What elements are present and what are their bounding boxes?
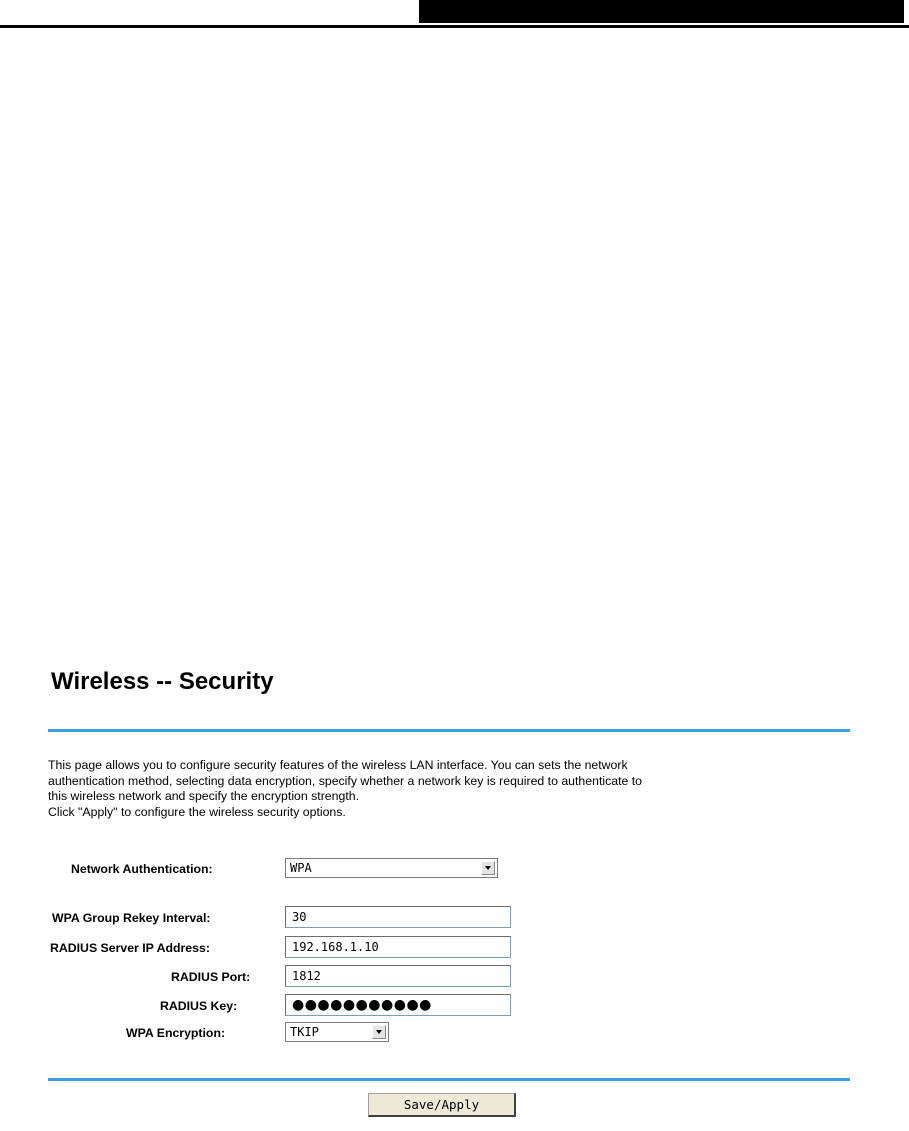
save-apply-button[interactable]: Save/Apply bbox=[368, 1093, 516, 1117]
radius-port-input[interactable]: 1812 bbox=[285, 965, 511, 987]
rekey-interval-label: WPA Group Rekey Interval: bbox=[52, 911, 211, 925]
chevron-down-icon[interactable] bbox=[481, 861, 495, 875]
page-title: Wireless -- Security bbox=[51, 668, 274, 695]
wpa-encryption-label: WPA Encryption: bbox=[126, 1026, 226, 1040]
description-line: This page allows you to configure security features of the wireless LAN interface. You can sets the network bbox=[48, 758, 628, 772]
description-line: authentication method, selecting data encryption, specify whether a network key is required to authenticate to bbox=[48, 773, 643, 788]
network-authentication-label: Network Authentication: bbox=[71, 862, 213, 876]
rekey-interval-input[interactable]: 30 bbox=[285, 906, 511, 928]
page-description bbox=[48, 758, 848, 820]
wpa-encryption-value: TKIP bbox=[290, 1025, 319, 1039]
radius-server-ip-label: RADIUS Server IP Address: bbox=[50, 941, 210, 955]
network-authentication-value: WPA bbox=[290, 861, 312, 875]
bottom-divider bbox=[48, 1078, 850, 1081]
wpa-encryption-select[interactable] bbox=[285, 1022, 389, 1042]
radius-key-label: RADIUS Key: bbox=[160, 999, 238, 1013]
header-rule bbox=[0, 25, 909, 28]
chevron-down-icon[interactable] bbox=[372, 1025, 386, 1039]
radius-key-input[interactable]: ●●●●●●●●●●● bbox=[285, 994, 511, 1016]
radius-port-label: RADIUS Port: bbox=[171, 970, 251, 984]
description-line: this wireless network and specify the encryption strength. bbox=[48, 789, 359, 803]
header-bar bbox=[419, 0, 904, 23]
top-divider bbox=[48, 729, 850, 732]
description-line: Click "Apply" to configure the wireless security options. bbox=[48, 804, 346, 819]
network-authentication-select[interactable] bbox=[285, 858, 498, 878]
radius-server-ip-input[interactable]: 192.168.1.10 bbox=[285, 936, 511, 958]
